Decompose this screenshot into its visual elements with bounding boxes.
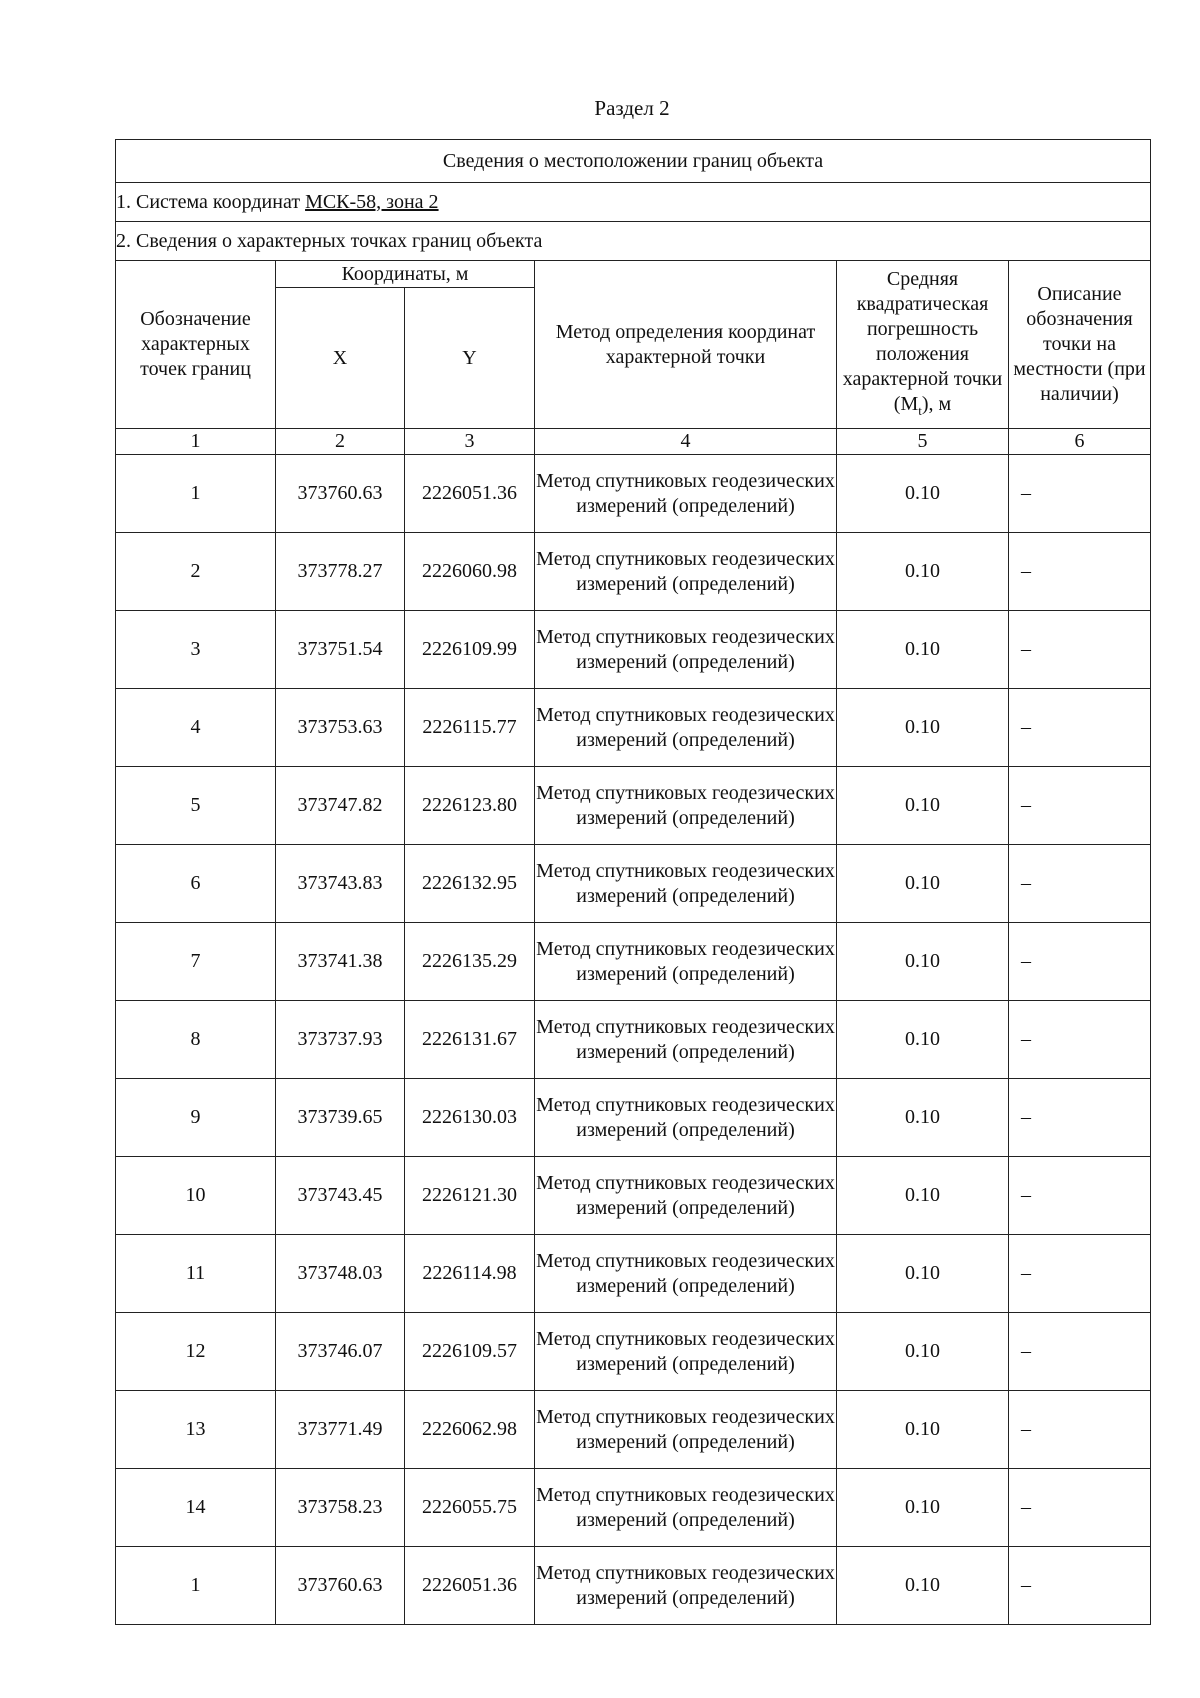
table-row bbox=[116, 923, 1151, 1001]
coord-system-prefix: 1. Система координат bbox=[116, 190, 306, 213]
cell-error: 0.10 bbox=[837, 1391, 1009, 1469]
cell-point: 2 bbox=[116, 533, 276, 611]
cell-description: – bbox=[1009, 1235, 1151, 1313]
cell-point: 11 bbox=[116, 1235, 276, 1313]
table-row bbox=[116, 1079, 1151, 1157]
cell-y: 2226115.77 bbox=[405, 689, 535, 767]
cell-description: – bbox=[1009, 1313, 1151, 1391]
table-row bbox=[116, 533, 1151, 611]
header-coordinates: Координаты, м bbox=[276, 261, 535, 288]
table-row bbox=[116, 455, 1151, 533]
cell-error: 0.10 bbox=[837, 1079, 1009, 1157]
cell-error: 0.10 bbox=[837, 1001, 1009, 1079]
table-row bbox=[116, 1547, 1151, 1625]
cell-point: 7 bbox=[116, 923, 276, 1001]
table-row bbox=[116, 1235, 1151, 1313]
table-row bbox=[116, 767, 1151, 845]
cell-description: – bbox=[1009, 533, 1151, 611]
cell-method: Метод спутниковых геодезических измерений (определений) bbox=[535, 1001, 837, 1079]
cell-description: – bbox=[1009, 1079, 1151, 1157]
cell-error: 0.10 bbox=[837, 1313, 1009, 1391]
table-row bbox=[116, 611, 1151, 689]
table-row bbox=[116, 1157, 1151, 1235]
cell-error: 0.10 bbox=[837, 1469, 1009, 1547]
cell-error: 0.10 bbox=[837, 923, 1009, 1001]
cell-x: 373741.38 bbox=[276, 923, 405, 1001]
table-row bbox=[116, 1001, 1151, 1079]
header-y: Y bbox=[405, 288, 535, 429]
column-number: 6 bbox=[1009, 429, 1151, 455]
cell-point: 5 bbox=[116, 767, 276, 845]
cell-point: 8 bbox=[116, 1001, 276, 1079]
section-title: Раздел 2 bbox=[594, 96, 670, 120]
table-row bbox=[116, 845, 1151, 923]
cell-method: Метод спутниковых геодезических измерений (определений) bbox=[535, 1079, 837, 1157]
header-method: Метод определения координат характерной точки bbox=[535, 261, 837, 429]
cell-x: 373746.07 bbox=[276, 1313, 405, 1391]
cell-x: 373739.65 bbox=[276, 1079, 405, 1157]
column-number: 3 bbox=[405, 429, 535, 455]
cell-method: Метод спутниковых геодезических измерений (определений) bbox=[535, 1391, 837, 1469]
cell-description: – bbox=[1009, 923, 1151, 1001]
cell-point: 14 bbox=[116, 1469, 276, 1547]
cell-point: 3 bbox=[116, 611, 276, 689]
cell-y: 2226062.98 bbox=[405, 1391, 535, 1469]
table-caption: Сведения о местоположении границ объекта bbox=[116, 140, 1151, 183]
cell-y: 2226051.36 bbox=[405, 1547, 535, 1625]
cell-point: 10 bbox=[116, 1157, 276, 1235]
cell-method: Метод спутниковых геодезических измерений (определений) bbox=[535, 845, 837, 923]
cell-x: 373758.23 bbox=[276, 1469, 405, 1547]
cell-y: 2226051.36 bbox=[405, 455, 535, 533]
cell-x: 373743.83 bbox=[276, 845, 405, 923]
cell-error: 0.10 bbox=[837, 689, 1009, 767]
cell-method: Метод спутниковых геодезических измерений (определений) bbox=[535, 1313, 837, 1391]
cell-y: 2226060.98 bbox=[405, 533, 535, 611]
table-row bbox=[116, 1469, 1151, 1547]
cell-error: 0.10 bbox=[837, 1547, 1009, 1625]
cell-description: – bbox=[1009, 1547, 1151, 1625]
cell-description: – bbox=[1009, 1001, 1151, 1079]
cell-y: 2226131.67 bbox=[405, 1001, 535, 1079]
cell-method: Метод спутниковых геодезических измерений (определений) bbox=[535, 923, 837, 1001]
cell-x: 373778.27 bbox=[276, 533, 405, 611]
cell-point: 1 bbox=[116, 455, 276, 533]
column-number: 2 bbox=[276, 429, 405, 455]
cell-y: 2226121.30 bbox=[405, 1157, 535, 1235]
header-error: Средняя квадратическая погрешность положения характерной точки $(M_t)$, м bbox=[837, 261, 1009, 429]
cell-description: – bbox=[1009, 1391, 1151, 1469]
cell-method: Метод спутниковых геодезических измерений (определений) bbox=[535, 533, 837, 611]
column-number: 5 bbox=[837, 429, 1009, 455]
cell-method: Метод спутниковых геодезических измерений (определений) bbox=[535, 689, 837, 767]
cell-x: 373760.63 bbox=[276, 455, 405, 533]
cell-x: 373747.82 bbox=[276, 767, 405, 845]
points-heading: 2. Сведения о характерных точках границ объекта bbox=[116, 222, 1151, 261]
cell-error: 0.10 bbox=[837, 533, 1009, 611]
cell-description: – bbox=[1009, 455, 1151, 533]
cell-method: Метод спутниковых геодезических измерений (определений) bbox=[535, 767, 837, 845]
cell-point: 13 bbox=[116, 1391, 276, 1469]
cell-point: 12 bbox=[116, 1313, 276, 1391]
cell-error: 0.10 bbox=[837, 1235, 1009, 1313]
cell-y: 2226130.03 bbox=[405, 1079, 535, 1157]
cell-description: – bbox=[1009, 845, 1151, 923]
cell-y: 2226109.57 bbox=[405, 1313, 535, 1391]
cell-description: – bbox=[1009, 1469, 1151, 1547]
coord-system-value: МСК-58, зона 2 bbox=[305, 190, 439, 213]
cell-y: 2226055.75 bbox=[405, 1469, 535, 1547]
cell-description: – bbox=[1009, 1157, 1151, 1235]
cell-y: 2226114.98 bbox=[405, 1235, 535, 1313]
cell-error: 0.10 bbox=[837, 1157, 1009, 1235]
cell-method: Метод спутниковых геодезических измерений (определений) bbox=[535, 611, 837, 689]
cell-point: 4 bbox=[116, 689, 276, 767]
column-number: 1 bbox=[116, 429, 276, 455]
cell-x: 373737.93 bbox=[276, 1001, 405, 1079]
cell-x: 373751.54 bbox=[276, 611, 405, 689]
header-description: Описание обозначения точки на местности (при наличии) bbox=[1009, 261, 1151, 429]
table-row bbox=[116, 689, 1151, 767]
cell-y: 2226132.95 bbox=[405, 845, 535, 923]
boundary-points-table bbox=[115, 139, 1151, 1625]
cell-error: 0.10 bbox=[837, 767, 1009, 845]
table-row bbox=[116, 1313, 1151, 1391]
column-number: 4 bbox=[535, 429, 837, 455]
cell-error: 0.10 bbox=[837, 611, 1009, 689]
cell-method: Метод спутниковых геодезических измерений (определений) bbox=[535, 1235, 837, 1313]
cell-point: 1 bbox=[116, 1547, 276, 1625]
cell-method: Метод спутниковых геодезических измерений (определений) bbox=[535, 1547, 837, 1625]
cell-point: 9 bbox=[116, 1079, 276, 1157]
cell-description: – bbox=[1009, 689, 1151, 767]
cell-point: 6 bbox=[116, 845, 276, 923]
header-x: X bbox=[276, 288, 405, 429]
cell-y: 2226135.29 bbox=[405, 923, 535, 1001]
cell-x: 373771.49 bbox=[276, 1391, 405, 1469]
cell-y: 2226109.99 bbox=[405, 611, 535, 689]
header-designation: Обозначение характерных точек границ bbox=[116, 261, 276, 429]
cell-description: – bbox=[1009, 611, 1151, 689]
cell-error: 0.10 bbox=[837, 845, 1009, 923]
cell-method: Метод спутниковых геодезических измерений (определений) bbox=[535, 1157, 837, 1235]
column-numbers-row bbox=[116, 429, 1151, 455]
coord-system-row bbox=[116, 183, 1151, 222]
cell-x: 373760.63 bbox=[276, 1547, 405, 1625]
cell-method: Метод спутниковых геодезических измерений (определений) bbox=[535, 1469, 837, 1547]
cell-error: 0.10 bbox=[837, 455, 1009, 533]
cell-description: – bbox=[1009, 767, 1151, 845]
table-row bbox=[116, 1391, 1151, 1469]
cell-x: 373743.45 bbox=[276, 1157, 405, 1235]
cell-y: 2226123.80 bbox=[405, 767, 535, 845]
cell-method: Метод спутниковых геодезических измерений (определений) bbox=[535, 455, 837, 533]
cell-x: 373748.03 bbox=[276, 1235, 405, 1313]
cell-x: 373753.63 bbox=[276, 689, 405, 767]
